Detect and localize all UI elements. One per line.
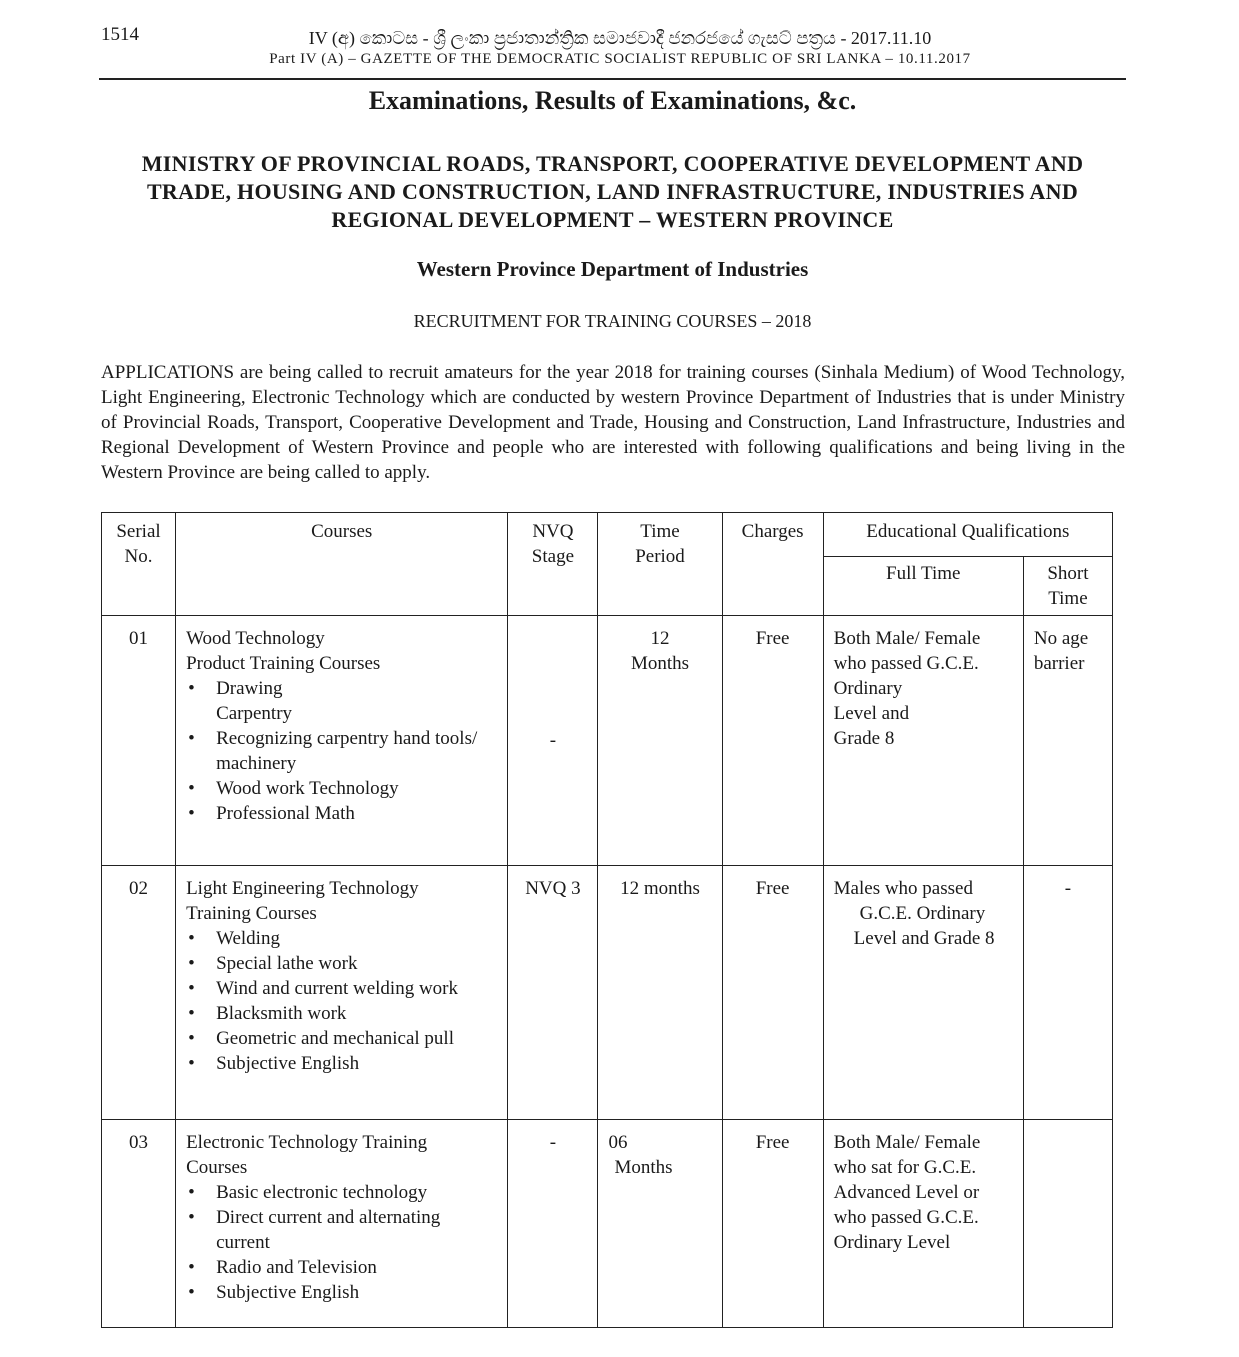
list-item: • Recognizing carpentry hand tools/ machinery — [186, 726, 499, 776]
header-time-period: Time Period — [598, 513, 722, 616]
time-period-cell: 12 months — [598, 866, 722, 1120]
serial-cell: 01 — [102, 616, 176, 866]
full-time-qualification-cell: Males who passed G.C.E. Ordinary Level and Grade 8 — [823, 866, 1023, 1120]
serial-cell: 03 — [102, 1120, 176, 1328]
short-time-qualification-cell: No age barrier — [1023, 616, 1112, 866]
header-full-time: Full Time — [823, 557, 1023, 616]
gazette-header-sinhala: IV (අ) කොටස - ශ්‍රී ලංකා ප්‍රජාතාන්ත්‍රික සමාජවාදී ජනරජයේ ගැසට් පත්‍රය - 2017.11.10 — [308, 28, 932, 48]
course-cell — [176, 866, 508, 1120]
serial-cell: 02 — [102, 866, 176, 1120]
list-item: • Wood work Technology — [186, 776, 499, 801]
short-time-qualification-cell: - — [1023, 866, 1112, 1120]
courses-table — [101, 512, 1113, 1328]
ministry-line: TRADE, HOUSING AND CONSTRUCTION, LAND INFRASTRUCTURE, INDUSTRIES AND — [146, 179, 1079, 204]
course-cell — [176, 616, 508, 866]
full-time-qualification-cell: Both Male/ Female who sat for G.C.E. Advanced Level or who passed G.C.E. Ordinary Level — [823, 1120, 1023, 1328]
list-item: • Radio and Television — [186, 1255, 499, 1280]
header-charges: Charges — [722, 513, 823, 616]
header-short-time: Short Time — [1023, 557, 1112, 616]
section-title: Examinations, Results of Examinations, &c. — [368, 86, 857, 115]
list-item: • Professional Math — [186, 801, 499, 826]
course-cell — [176, 1120, 508, 1328]
full-time-qualification-cell: Both Male/ Female who passed G.C.E. Ordinary Level and Grade 8 — [823, 616, 1023, 866]
department-heading: Western Province Department of Industries — [416, 257, 809, 281]
list-item: • Drawing Carpentry — [186, 676, 306, 726]
nvq-cell: - — [508, 1120, 598, 1328]
gazette-header-english: Part IV (A) – GAZETTE OF THE DEMOCRATIC SOCIALIST REPUBLIC OF SRI LANKA – 10.11.2017 — [269, 51, 971, 67]
header-divider — [99, 78, 1126, 80]
time-period-cell: 12 Months — [598, 616, 722, 866]
course-topics-list — [186, 1180, 499, 1305]
time-period-cell: 06 Months — [598, 1120, 722, 1328]
list-item: • Geometric and mechanical pull — [186, 1026, 499, 1051]
list-item: • Subjective English — [186, 1280, 499, 1305]
course-title-line: Product Training Courses — [186, 653, 381, 674]
course-title-line: Electronic Technology Training — [186, 1132, 428, 1153]
list-item: • Basic electronic technology — [186, 1180, 499, 1205]
header-educational-qualifications: Educational Qualifications — [823, 513, 1112, 557]
list-item: • Special lathe work — [186, 951, 499, 976]
ministry-line: MINISTRY OF PROVINCIAL ROADS, TRANSPORT, COOPERATIVE DEVELOPMENT AND — [141, 151, 1084, 176]
table-row — [102, 866, 1113, 1120]
table-row — [102, 1120, 1113, 1328]
charges-cell: Free — [722, 616, 823, 866]
recruitment-title: RECRUITMENT FOR TRAINING COURSES – 2018 — [413, 311, 812, 331]
page-number: 1514 — [101, 24, 139, 45]
charges-cell: Free — [722, 866, 823, 1120]
list-item: • Subjective English — [186, 1051, 499, 1076]
list-item: • Blacksmith work — [186, 1001, 499, 1026]
course-topics-list — [186, 926, 499, 1076]
nvq-cell: NVQ 3 — [508, 866, 598, 1120]
ministry-heading — [99, 150, 1126, 234]
course-topics-list — [186, 676, 499, 826]
list-item: • Welding — [186, 926, 499, 951]
list-item: • Direct current and alternating current — [186, 1205, 461, 1255]
course-title-line: Wood Technology — [186, 628, 325, 649]
nvq-cell: - — [508, 616, 598, 866]
charges-cell: Free — [722, 1120, 823, 1328]
ministry-line: REGIONAL DEVELOPMENT – WESTERN PROVINCE — [331, 207, 894, 232]
header-nvq-stage: NVQ Stage — [508, 513, 598, 616]
course-title-line: Courses — [186, 1157, 248, 1178]
intro-paragraph: APPLICATIONS are being called to recruit amateurs for the year 2018 for training courses (Sinhala Medium) of Wood Technology, Light Engineering, Electronic Technology which are conducted by western Province Department of Industries that is under Ministry of Provincial Roads, Transport, Cooperative Development and Trade, Housing and Construction, Land Infrastructure, Industries and Regional Development of Western Province and people who are interested with following qualifications and being living in the Western Province are being called to apply. — [101, 362, 1125, 483]
header-serial-no: Serial No. — [102, 513, 176, 616]
short-time-qualification-cell — [1023, 1120, 1112, 1328]
list-item: • Wind and current welding work — [186, 976, 499, 1001]
header-courses: Courses — [176, 513, 508, 616]
course-title-line: Training Courses — [186, 903, 317, 924]
course-title-line: Light Engineering Technology — [186, 878, 419, 899]
table-row — [102, 616, 1113, 866]
